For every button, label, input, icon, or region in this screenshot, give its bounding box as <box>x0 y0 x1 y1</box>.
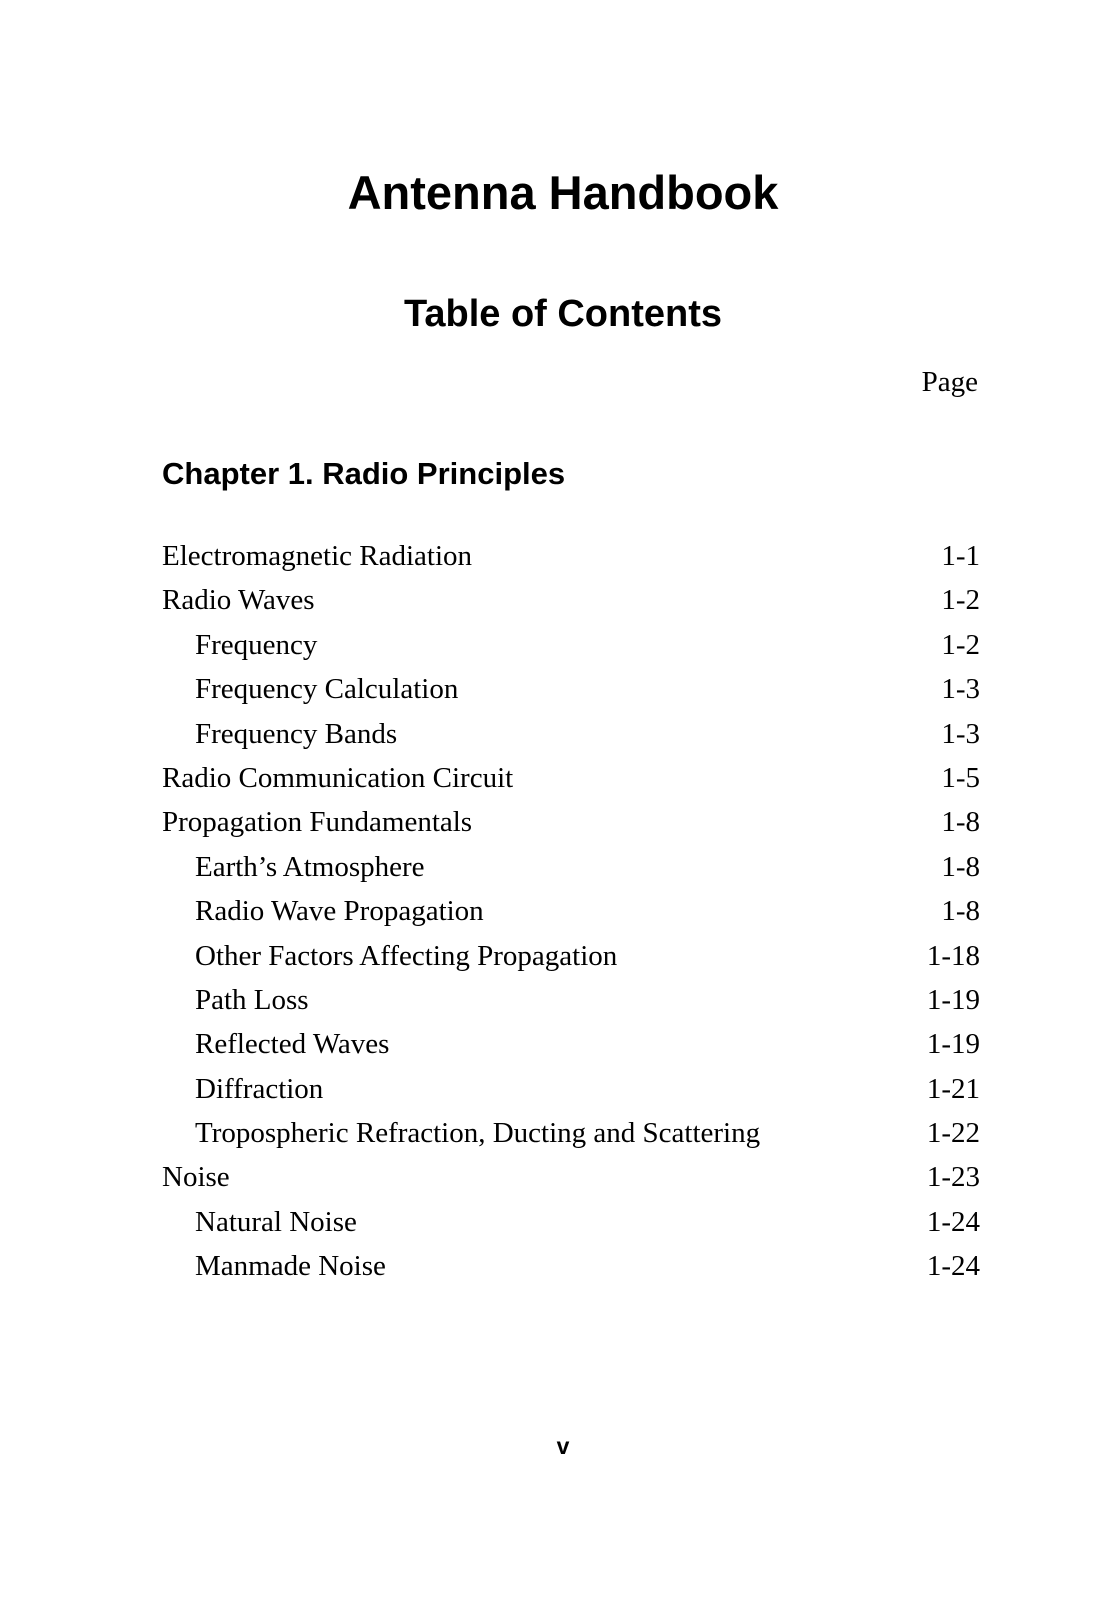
toc-entry-page: 1-8 <box>941 895 980 928</box>
toc-entry-title: Frequency Bands <box>195 717 398 750</box>
chapter-heading: Chapter 1. Radio Principles <box>162 456 566 491</box>
toc-entry-title: Propagation Fundamentals <box>162 806 473 839</box>
toc-entry-title: Earth’s Atmosphere <box>195 850 425 883</box>
toc-entry-page: 1-2 <box>941 628 980 661</box>
toc-entry-title: Reflected Waves <box>195 1028 390 1061</box>
toc-entry <box>162 578 980 622</box>
toc-list <box>162 534 980 1289</box>
toc-entry <box>162 1200 980 1244</box>
toc-entry-title: Frequency Calculation <box>195 673 459 706</box>
toc-title: Table of Contents <box>403 293 723 335</box>
toc-entry <box>162 1111 980 1155</box>
toc-entry-page: 1-3 <box>941 717 980 750</box>
toc-entry <box>162 623 980 667</box>
toc-entry <box>162 1155 980 1199</box>
toc-entry-title: Radio Communication Circuit <box>162 761 514 794</box>
toc-entry <box>162 845 980 889</box>
book-title: Antenna Handbook <box>347 166 779 219</box>
toc-entry-title: Radio Wave Propagation <box>195 895 484 928</box>
toc-entry-title: Electromagnetic Radiation <box>162 540 473 572</box>
toc-entry-page: 1-24 <box>926 1250 980 1283</box>
toc-entry-page: 1-18 <box>926 939 980 972</box>
toc-entry-page: 1-23 <box>926 1161 980 1194</box>
toc-entry-title: Noise <box>162 1161 230 1194</box>
toc-entry-page: 1-8 <box>941 806 980 839</box>
toc-entry-page: 1-19 <box>926 1028 980 1061</box>
toc-entry <box>162 978 980 1022</box>
toc-entry-page: 1-1 <box>941 540 980 572</box>
toc-entry <box>162 667 980 711</box>
toc-entry <box>162 800 980 844</box>
toc-entry <box>162 889 980 933</box>
toc-entry <box>162 1022 980 1066</box>
toc-entry-page: 1-2 <box>941 584 980 617</box>
toc-entry-title: Manmade Noise <box>195 1250 386 1283</box>
toc-entry-title: Frequency <box>195 628 318 661</box>
toc-entry-page: 1-19 <box>926 983 980 1016</box>
toc-entry-page: 1-22 <box>926 1117 980 1150</box>
toc-entry-title: Path Loss <box>195 983 309 1016</box>
toc-entry <box>162 1244 980 1288</box>
toc-entry-page: 1-24 <box>926 1205 980 1238</box>
toc-entry <box>162 1067 980 1111</box>
toc-entry <box>162 712 980 756</box>
toc-entry <box>162 934 980 978</box>
toc-entry-title: Diffraction <box>195 1072 324 1105</box>
toc-entry-title: Natural Noise <box>195 1205 357 1238</box>
toc-entry-page: 1-8 <box>941 850 980 883</box>
toc-entry-title: Tropospheric Refraction, Ducting and Scattering <box>195 1117 761 1150</box>
toc-entry-title: Other Factors Affecting Propagation <box>195 939 618 972</box>
toc-entry-page: 1-5 <box>941 761 980 794</box>
toc-entry-page: 1-3 <box>941 673 980 706</box>
toc-entry <box>162 534 980 578</box>
page-number: v <box>556 1433 570 1459</box>
toc-entry <box>162 756 980 800</box>
toc-entry-title: Radio Waves <box>162 584 315 617</box>
page-column-header: Page <box>921 366 978 398</box>
toc-entry-page: 1-21 <box>926 1072 980 1105</box>
